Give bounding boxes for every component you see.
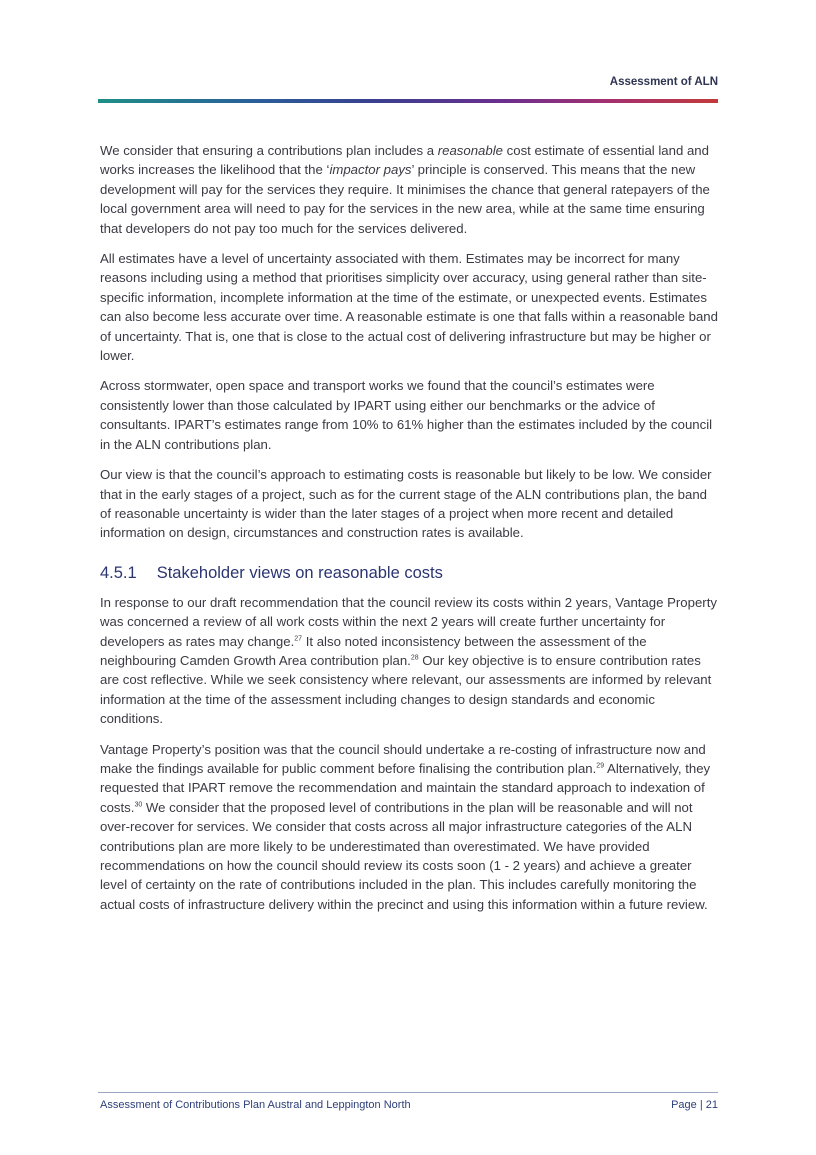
paragraph-6-text-a: Vantage Property’s position was that the council should undertake a re-costing of infrastructure now and make the findings available for public comment before finalising the contribution plan. bbox=[100, 741, 706, 776]
footnote-ref-28[interactable]: 28 bbox=[410, 654, 419, 662]
footnote-ref-30[interactable]: 30 bbox=[134, 801, 143, 809]
paragraph-1 bbox=[100, 141, 720, 238]
header-gradient-rule bbox=[98, 99, 718, 103]
footnote-ref-27[interactable]: 27 bbox=[294, 635, 303, 643]
paragraph-6-text-c: We consider that the proposed level of contributions in the plan will be reasonable and will not over-recover for services. We consider that costs across all major infrastructure categories of the ALN contributions plan are more likely to be underestimated than overestimated. We have provided recommendations on how the council should review its costs soon (1 - 2 years) and achieve a greater level of certainty on the rate of contributions included in the plan. This includes carefully monitoring the actual costs of infrastructure delivery within the precinct and using this information within a future review. bbox=[100, 799, 708, 912]
footer-rule bbox=[98, 1092, 718, 1093]
paragraph-1-emphasis-impactor-pays: impactor pays bbox=[329, 162, 412, 178]
section-number: 4.5.1 bbox=[100, 563, 137, 582]
section-title: Stakeholder views on reasonable costs bbox=[156, 563, 443, 582]
running-header-title: Assessment of ALN bbox=[609, 76, 718, 88]
paragraph-3: Across stormwater, open space and transport works we found that the council’s estimates were consistently lower than those calculated by IPART using either our benchmarks or the advice of consultants. IPART’s estimates range from 10% to 61% higher than the estimates included by the council in the ALN contributions plan. bbox=[100, 378, 713, 452]
paragraph-5 bbox=[100, 593, 720, 729]
paragraph-6 bbox=[100, 740, 720, 915]
paragraph-5-text-c: Our key objective is to ensure contribution rates are cost reflective. While we seek consistency where relevant, our assessments are informed by relevant information at the time of the assessment including changes to design standards and economic conditions. bbox=[100, 652, 712, 727]
paragraph-1-text-b: cost estimate of essential land and works increases the likelihood that the ‘ bbox=[100, 143, 709, 178]
paragraph-6-text-b: Alternatively, they requested that IPART remove the recommendation and maintain the standard approach to indexation of costs. bbox=[100, 760, 711, 815]
section-heading bbox=[100, 564, 720, 583]
paragraph-5-text-b: It also noted inconsistency between the assessment of the neighbouring Camden Growth Area contribution plan. bbox=[100, 633, 647, 668]
paragraph-2: All estimates have a level of uncertainty associated with them. Estimates may be incorrect for many reasons including using a method that prioritises simplicity over accuracy, using general rather than site-specific information, incomplete information at the time of the estimate, or unexpected events. Estimates can also become less accurate over time. A reasonable estimate is one that falls within a reasonable band of uncertainty. That is, one that is close to the actual cost of delivering infrastructure but may be higher or lower. bbox=[100, 251, 718, 364]
footnote-ref-29[interactable]: 29 bbox=[596, 762, 605, 770]
paragraph-1-text-a: We consider that ensuring a contributions plan includes a bbox=[100, 143, 438, 158]
page-content bbox=[100, 141, 720, 925]
footer-page-number: Page | 21 bbox=[671, 1099, 718, 1111]
paragraph-1-text-c: ’ principle is conserved. This means that the new development will pay for the services they require. It minimises the chance that general ratepayers of the local government area will need to pay for the services in the new area, while at the same time ensuring that developers do not pay too much for the services delivered. bbox=[100, 162, 710, 236]
paragraph-1-emphasis-reasonable: reasonable bbox=[437, 143, 503, 158]
footer-document-title: Assessment of Contributions Plan Austral and Leppington North bbox=[100, 1099, 411, 1111]
paragraph-4: Our view is that the council’s approach to estimating costs is reasonable but likely to be low. We consider that in the early stages of a project, such as for the current stage of the ALN contributions plan, the band of reasonable uncertainty is wider than the later stages of a project when more recent and detailed information on design, circumstances and construction rates is available. bbox=[100, 467, 712, 541]
paragraph-5-text-a: In response to our draft recommendation that the council review its costs within 2 years, Vantage Property was concerned a review of all work costs within the next 2 years will create further uncertainty for developers as rates may change. bbox=[100, 594, 717, 649]
